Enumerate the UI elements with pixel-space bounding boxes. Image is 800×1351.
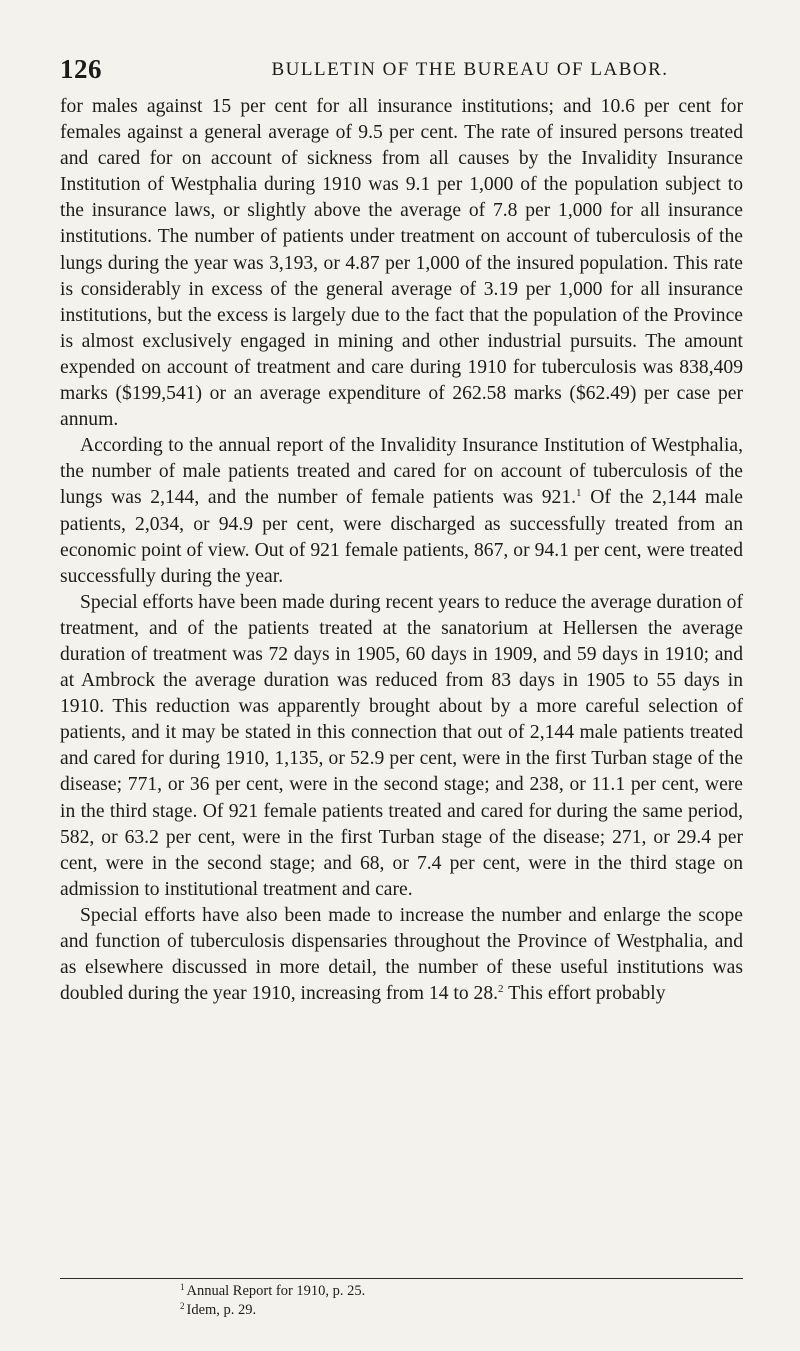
footnote-mark: 2 — [180, 1301, 185, 1311]
footnote-reference[interactable]: 2 — [498, 983, 504, 996]
footnote-text: Idem, p. 29. — [186, 1302, 257, 1318]
footnote-2 — [180, 1301, 740, 1320]
paragraph-text: for males against 15 per cent for all insurance institutions; and 10.6 per cent for females against a general average of 9.5 per cent. The rate of insured persons treated and cared for on account of sickness from all causes by the Invalidity Insurance Institution of Westphalia during 1910 was 9.1 per 1,000 of the population subject to the insurance laws, or slightly above the average of 7.8 per 1,000 for all insurance institutions. The number of patients under treatment on account of tuberculosis of the lungs during the year was 3,193, or 4.87 per 1,000 of the insured population. This rate is considerably in excess of the general average of 3.19 per 1,000 for all insurance institutions, but the excess is largely due to the fact that the population of the Province is almost exclusively engaged in mining and other industrial pursuits. The amount expended on account of treatment and care during 1910 for tuberculosis was 838,409 marks ($199,541) or an average expenditure of 262.58 marks ($62.49) per case per annum. — [60, 96, 743, 431]
footnote-divider — [60, 1278, 743, 1279]
paragraph-4 — [60, 903, 743, 1007]
paragraph-2 — [60, 433, 743, 590]
running-head: BULLETIN OF THE BUREAU OF LABOR. — [271, 59, 669, 80]
footnote-1 — [180, 1282, 740, 1301]
paragraph-3 — [60, 590, 743, 903]
paragraph-text: Special efforts have been made during recent years to reduce the average duration of treatment, and of the patients treated at the sanatorium at Hellersen the average duration of treatment was 72 days in 1905, 60 days in 1909, and 59 days in 1910; and at Ambrock the average duration was reduced from 83 days in 1905 to 55 days in 1910. This reduction was apparently brought about by a more careful selection of patients, and it may be stated in this connection that out of 2,144 male patients treated and cared for during 1910, 1,135, or 52.9 per cent, were in the first Turban stage of the disease; 771, or 36 per cent, were in the second stage; and 238, or 11.1 per cent, were in the third stage. Of 921 female patients treated and cared for during the same period, 582, or 63.2 per cent, were in the first Turban stage of the disease; 271, or 29.4 per cent, were in the second stage; and 68, or 7.4 per cent, were in the third stage on admission to institutional treatment and care. — [60, 591, 743, 900]
footnote-text: Annual Report for 1910, p. 25. — [186, 1283, 366, 1299]
body-text — [60, 94, 743, 1007]
page-number: 126 — [60, 54, 102, 84]
paragraph-1 — [60, 94, 743, 433]
footnote-reference[interactable]: 1 — [576, 487, 582, 500]
paragraph-text: Special efforts have also been made to increase the number and enlarge the scope and function of tuberculosis dispensaries throughout the Province of Westphalia, and as elsewhere discussed in more detail, the number of these useful institutions was doubled during the year 1910, increasing from 14 to 28. — [60, 904, 743, 1005]
paragraph-text: This effort probably — [503, 983, 666, 1005]
page-header — [60, 52, 740, 88]
paragraph-text: Of the 2,144 male patients, 2,034, or 94.9 per cent, were discharged as successfully treated from an economic point of view. Out of 921 female patients, 867, or 94.1 per cent, were treated successfully during the year. — [60, 487, 743, 587]
footnote-mark: 1 — [180, 1282, 185, 1292]
footnotes — [180, 1282, 740, 1320]
paragraph-text: According to the annual report of the Invalidity Insurance Institution of Westphalia, the number of male patients treated and cared for on account of tuberculosis of the lungs was 2,144, and the number of female patients was 921. — [60, 435, 743, 509]
